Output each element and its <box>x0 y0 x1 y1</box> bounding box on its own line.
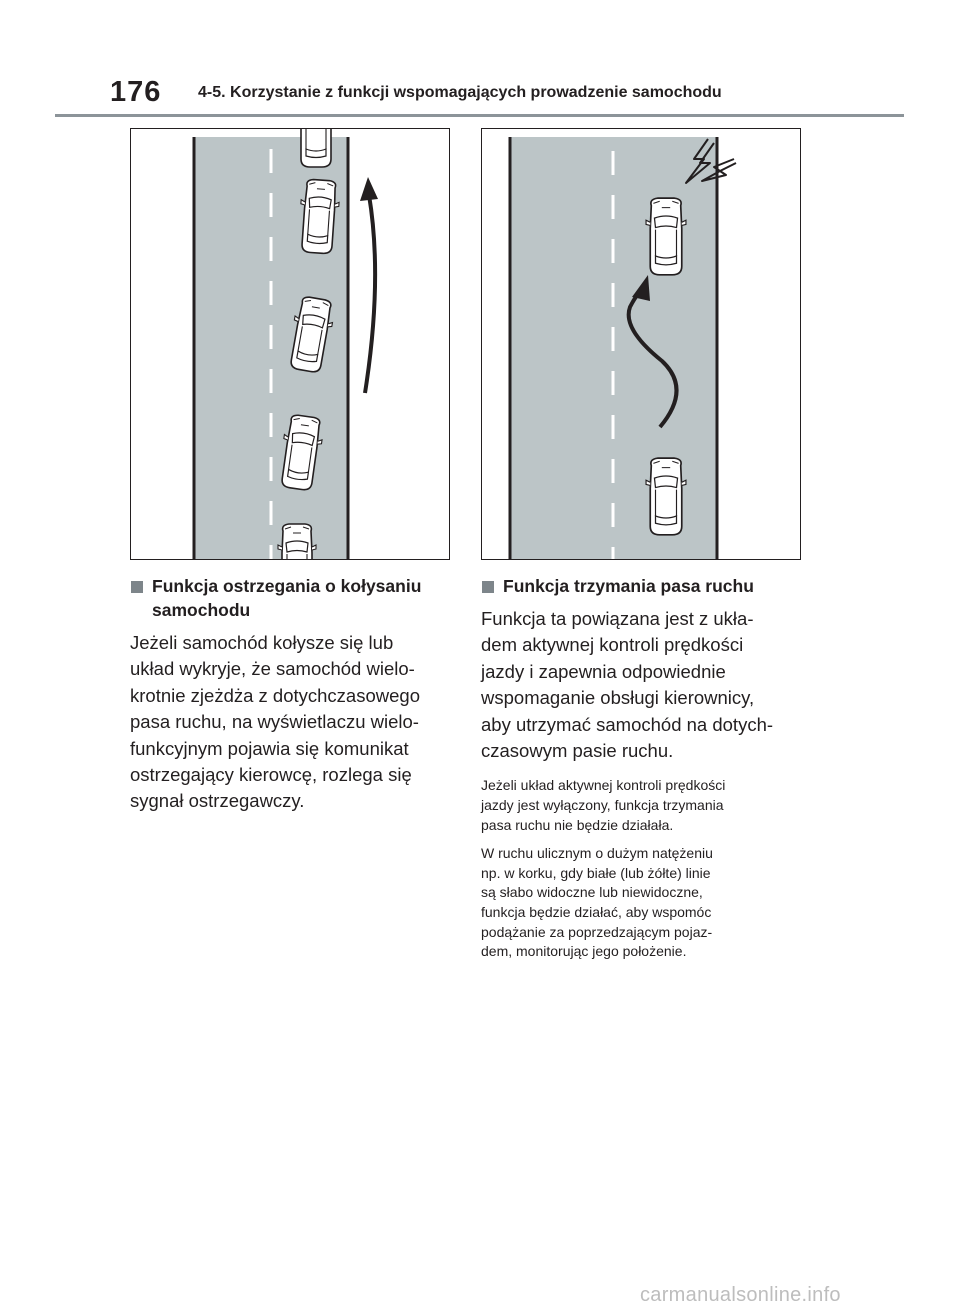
heading-text: Funkcja ostrzegania o kołysaniu samochodu <box>152 576 422 620</box>
car-icon <box>646 198 686 275</box>
page-number: 176 <box>110 76 162 108</box>
sway-warning-section <box>130 574 460 815</box>
lane-keep-section <box>481 574 811 962</box>
drift-arrow-head <box>360 177 378 201</box>
car-icon <box>278 524 316 560</box>
square-bullet-icon <box>131 581 143 593</box>
chapter-title: 4-5. Korzystanie z funkcji wspomagających prowadzenie samochodu <box>198 84 722 101</box>
section-heading <box>130 574 460 622</box>
section-body: Jeżeli samochód kołysze się lub układ wykryje, że samochód wielo- krotnie zjeżdża z dotychczasowego pasa ruchu, na wyświetlaczu wielo- funkcyjnym pojawia się komunikat ostrzegający kierowcę, rozlega się sygnał ostrzegawczy. <box>130 632 420 812</box>
page-header <box>0 0 960 120</box>
lane-keep-diagram <box>482 129 801 560</box>
header-divider <box>55 114 904 117</box>
drift-arrow-line <box>365 195 375 393</box>
lane-sway-illustration <box>130 128 450 560</box>
lane-keep-illustration <box>481 128 801 560</box>
section-body: Funkcja ta powiązana jest z ukła- dem aktywnej kontroli prędkości jazdy i zapewnia odpowiednie wspomaganie obsługi kierownicy, aby utrzymać samochód na dotych- czasowym pasie ruchu. <box>481 608 774 762</box>
car-icon <box>646 458 686 535</box>
section-note: W ruchu ulicznym o dużym natężeniu np. w korku, gdy białe (lub żółte) linie są słabo widoczne lub niewidoczne, funkcja będzie działać, aby wspomóc podążanie za poprzedzającym pojaz- dem, monitorując jego położenie. <box>481 845 713 960</box>
lane-sway-diagram <box>131 129 450 560</box>
heading-text: Funkcja trzymania pasa ruchu <box>503 576 754 596</box>
watermark: carmanualsonline.info <box>640 1284 841 1306</box>
section-heading <box>481 574 811 598</box>
section-note: Jeżeli układ aktywnej kontroli prędkości jazdy jest wyłączony, funkcja trzymania pasa ruchu nie będzie działała. <box>481 777 726 833</box>
car-icon <box>297 129 335 167</box>
square-bullet-icon <box>482 581 494 593</box>
